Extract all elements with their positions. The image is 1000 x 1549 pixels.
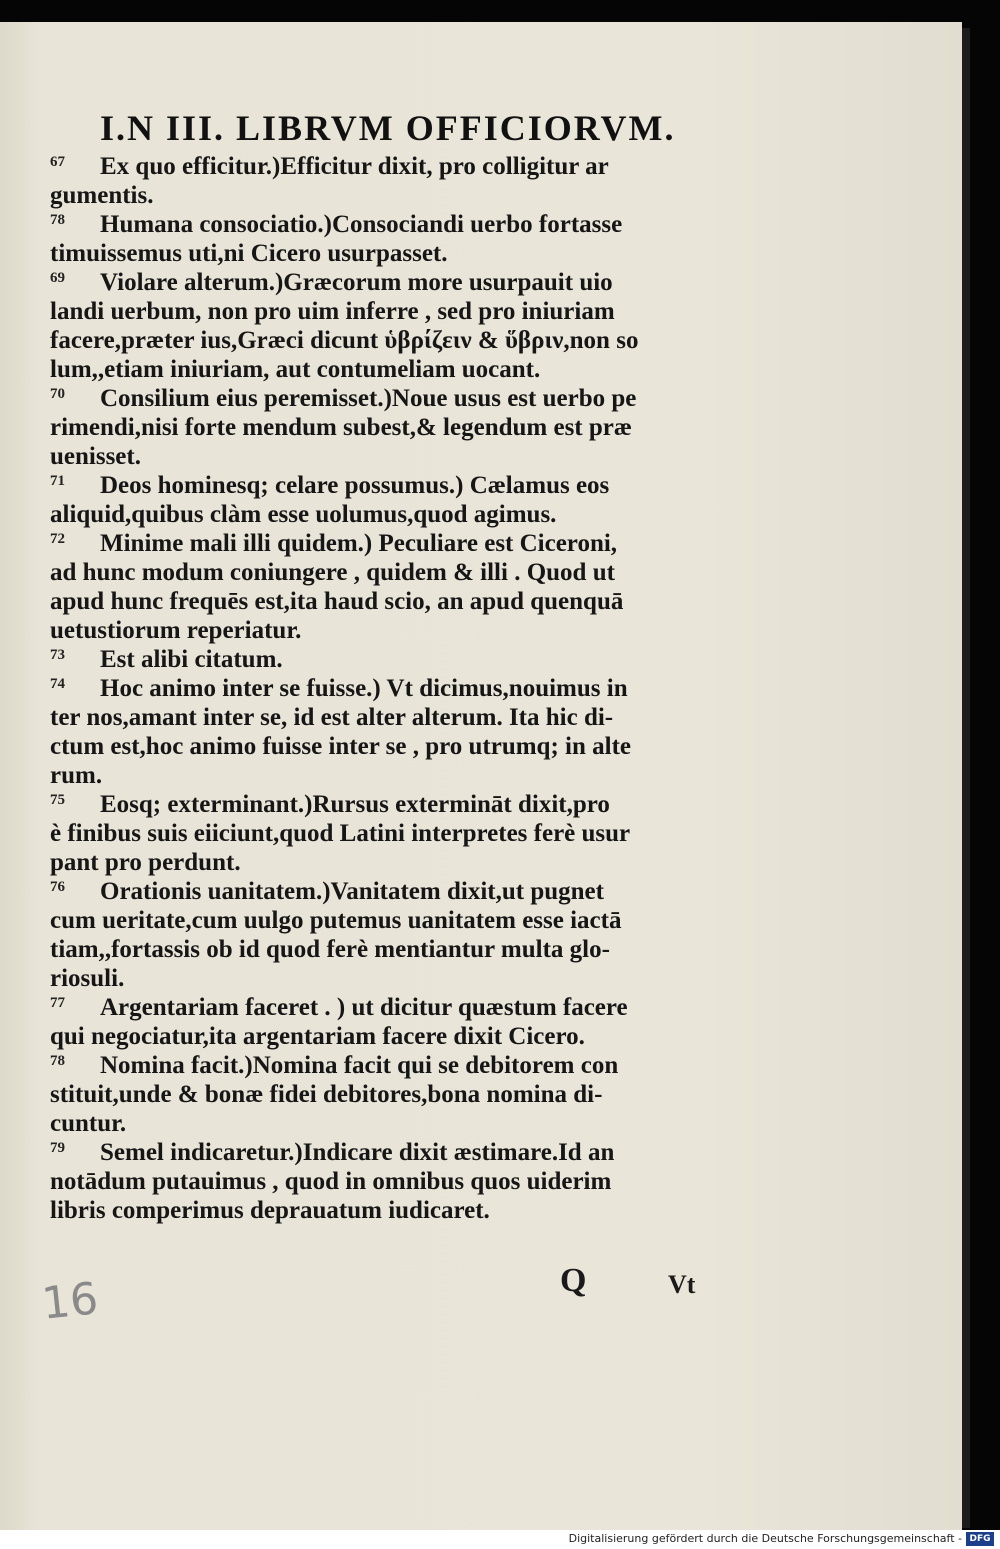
note-entry [50,471,750,529]
note-line: uetustiorum reperiatur. [50,617,302,644]
note-number: 67 [50,154,65,170]
catchword: Vt [668,1270,696,1299]
note-line: ad hunc modum coniungere , quidem & illi . Quod ut [50,559,615,586]
note-line: tiam,,fortassis ob id quod ferè mentiantur multa glo- [50,936,610,963]
note-entry [50,645,750,674]
note-number: 78 [50,1053,65,1069]
note-entry [50,384,750,471]
dfg-logo: DFG [966,1532,994,1546]
signature-mark: Q [560,1262,587,1299]
footer-bar [0,1530,1000,1549]
note-line: ctum est,hoc animo fuisse inter se , pro utrumq; in alte [50,733,631,760]
note-line: Nomina facit.)Nomina facit qui se debitorem con [100,1052,619,1079]
note-number: 69 [50,270,65,286]
note-line: libris comperimus deprauatum iudicaret. [50,1197,490,1224]
note-entry [50,877,750,993]
note-line: cum ueritate,cum uulgo putemus uanitatem esse iactā [50,907,622,934]
note-number: 73 [50,647,65,663]
note-line: aliquid,quibus clàm esse uolumus,quod agimus. [50,501,557,528]
book-page [0,22,962,1530]
note-number: 78 [50,212,65,228]
note-number: 75 [50,792,65,808]
note-number: 70 [50,386,65,402]
note-line: gumentis. [50,182,154,209]
note-line: facere,præter ius,Græci dicunt ὑβρίζειν & ὕβριν,non so [50,327,639,354]
note-line: Ex quo efficitur.)Efficitur dixit, pro colligitur ar [100,153,609,180]
note-line: Humana consociatio.)Consociandi uerbo fortasse [100,211,623,238]
note-line: Minime mali illi quidem.) Peculiare est Ciceroni, [100,530,618,557]
note-line: apud hunc frequēs est,ita haud scio, an apud quenquā [50,588,624,615]
note-entry [50,268,750,384]
note-line: Est alibi citatum. [100,646,283,673]
note-line: uenisset. [50,443,141,470]
note-line: qui negociatur,ita argentariam facere dixit Cicero. [50,1023,585,1050]
note-line: Semel indicaretur.)Indicare dixit æstimare.Id an [100,1139,615,1166]
note-line: Consilium eius peremisset.)Noue usus est uerbo pe [100,385,637,412]
note-number: 77 [50,995,65,1011]
note-entry [50,790,750,877]
pencil-folio-number: 16 [39,1273,101,1330]
note-line: landi uerbum, non pro uim inferre , sed pro iniuriam [50,298,615,325]
note-line: Deos hominesq; celare possumus.) Cælamus eos [100,472,610,499]
note-line: ter nos,amant inter se, id est alter alterum. Ita hic di- [50,704,614,731]
page-edge-shadow [962,28,970,1528]
note-entry [50,1051,750,1138]
note-number: 74 [50,676,65,692]
note-line: stituit,unde & bonæ fidei debitores,bona nomina di- [50,1081,603,1108]
note-number: 76 [50,879,65,895]
note-line: rum. [50,762,103,789]
note-line: è finibus suis eiiciunt,quod Latini interpretes ferè usur [50,820,631,847]
note-line: rimendi,nisi forte mendum subest,& legendum est præ [50,414,632,441]
note-line: Hoc animo inter se fuisse.) Vt dicimus,nouimus in [100,675,628,702]
note-entry [50,993,750,1051]
note-line: timuissemus uti,ni Cicero usurpasset. [50,240,448,267]
note-number: 71 [50,473,65,489]
note-line: Argentariam faceret . ) ut dicitur quæstum facere [100,994,628,1021]
note-line: riosuli. [50,965,125,992]
note-entry [50,1138,750,1225]
note-line: Violare alterum.)Græcorum more usurpauit uio [100,269,613,296]
note-line: cuntur. [50,1110,127,1137]
note-entry [50,152,750,210]
note-number: 72 [50,531,65,547]
running-head: I.N III. LIBRVM OFFICIORVM. [100,108,676,148]
note-line: Orationis uanitatem.)Vanitatem dixit,ut pugnet [100,878,604,905]
footer-credit: Digitalisierung gefördert durch die Deutsche Forschungsgemeinschaft - [568,1532,962,1545]
note-entry [50,529,750,645]
note-entry [50,210,750,268]
note-line: pant pro perdunt. [50,849,241,876]
note-line: Eosq; exterminant.)Rursus extermināt dixit,pro [100,791,610,818]
note-line: lum,,etiam iniuriam, aut contumeliam uocant. [50,356,541,383]
note-line: notādum putauimus , quod in omnibus quos uiderim [50,1168,612,1195]
note-entry [50,674,750,790]
note-number: 79 [50,1140,65,1156]
